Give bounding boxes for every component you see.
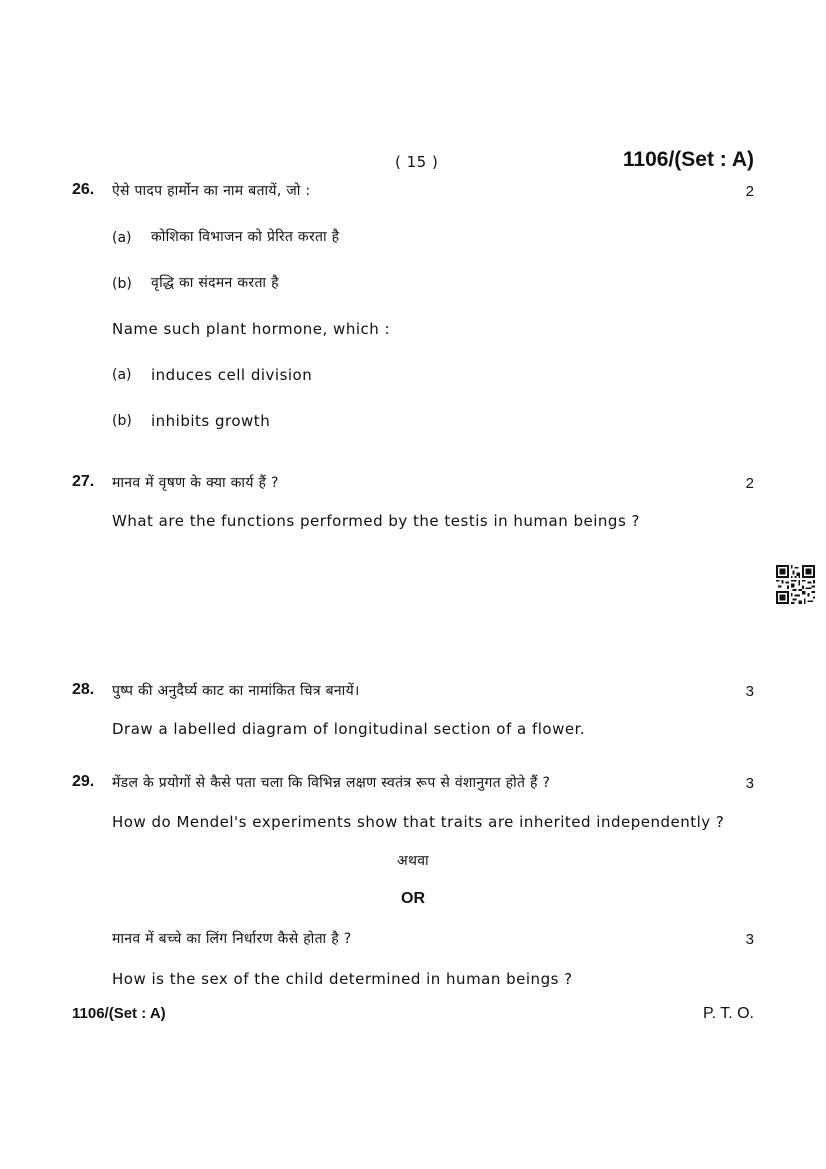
question-26-english: Name such plant hormone, which :: [112, 320, 391, 338]
question-26-hindi: ऐसे पादप हार्मोन का नाम बतायें, जो :: [112, 183, 311, 199]
option-label: (a): [112, 367, 132, 383]
or-hindi: अथवा: [397, 853, 429, 869]
question-number-26: 26.: [72, 181, 95, 198]
option-text: induces cell division: [151, 366, 313, 384]
question-29-english: How do Mendel's experiments show that traits are inherited independently ?: [112, 813, 725, 831]
option-label: (b): [112, 413, 132, 429]
question-28-english: Draw a labelled diagram of longitudinal section of a flower.: [112, 720, 586, 738]
option-label: (a): [112, 230, 132, 246]
or-english: OR: [401, 890, 425, 907]
question-29-alt-hindi: मानव में बच्चे का लिंग निर्धारण कैसे होता है ?: [112, 931, 352, 947]
question-29-marks: 3: [745, 775, 754, 792]
page-number: ( 15 ): [395, 153, 439, 171]
question-29-hindi: मेंडल के प्रयोगों से कैसे पता चला कि विभिन्न लक्षण स्वतंत्र रूप से वंशानुगत होते हैं ?: [112, 775, 551, 791]
qr-code-icon: [776, 565, 815, 604]
question-29-alt-marks: 3: [745, 931, 754, 948]
option-text: inhibits growth: [151, 412, 271, 430]
pto-label: P. T. O.: [703, 1005, 754, 1022]
question-number-27: 27.: [72, 473, 95, 490]
question-27-english: What are the functions performed by the testis in human beings ?: [112, 512, 640, 530]
question-26-marks: 2: [745, 183, 754, 200]
question-28-marks: 3: [745, 683, 754, 700]
paper-code-footer: 1106/(Set : A): [72, 1005, 166, 1022]
question-29-alt-english: How is the sex of the child determined in human beings ?: [112, 970, 573, 988]
question-27-hindi: मानव में वृषण के क्या कार्य हैं ?: [112, 475, 279, 491]
question-number-28: 28.: [72, 681, 95, 698]
question-27-marks: 2: [745, 475, 754, 492]
option-text: कोशिका विभाजन को प्रेरित करता है: [151, 229, 340, 245]
question-number-29: 29.: [72, 773, 95, 790]
option-label: (b): [112, 276, 132, 292]
option-text: वृद्धि का संदमन करता है: [151, 275, 279, 291]
paper-code-header: 1106/(Set : A): [622, 148, 754, 171]
question-28-hindi: पुष्प की अनुदैर्घ्य काट का नामांकित चित्र बनायें।: [112, 683, 360, 699]
